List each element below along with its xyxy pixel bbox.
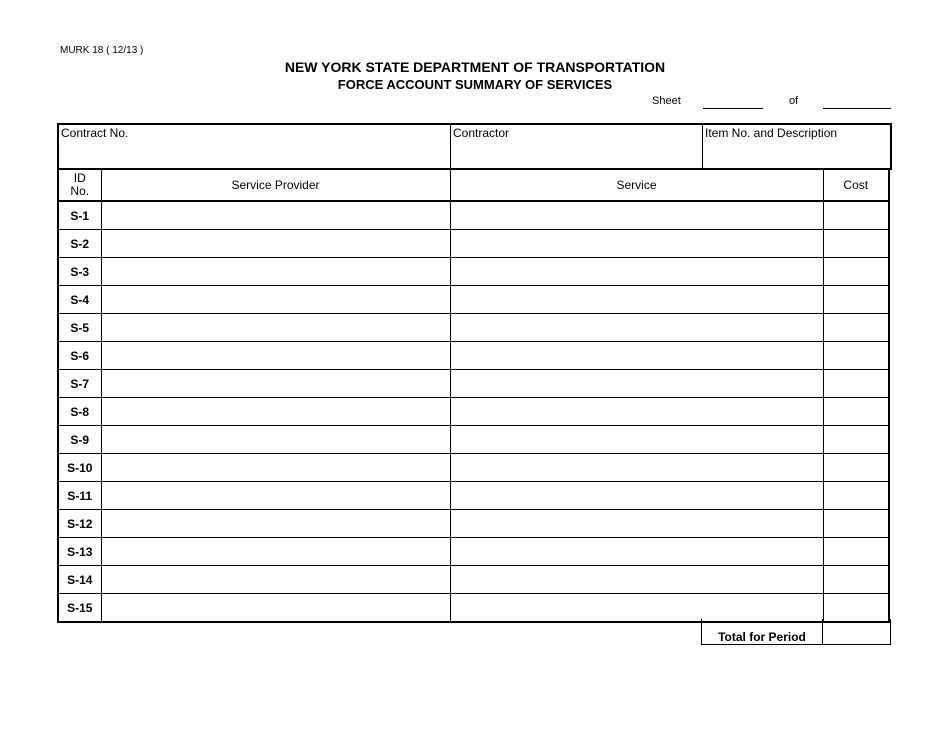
table-row <box>58 482 889 510</box>
service-cell[interactable] <box>450 370 823 398</box>
row-id: S-6 <box>58 342 101 370</box>
table-row <box>58 314 889 342</box>
sheet-label: Sheet <box>652 95 681 107</box>
id-column-header <box>58 169 101 201</box>
cost-cell[interactable] <box>823 426 889 454</box>
service-cell[interactable] <box>450 510 823 538</box>
service-provider-column-header: Service Provider <box>101 169 450 201</box>
cost-cell[interactable] <box>823 258 889 286</box>
cost-cell[interactable] <box>823 398 889 426</box>
service-cell[interactable] <box>450 454 823 482</box>
table-row <box>58 398 889 426</box>
id-header-line1: ID <box>73 171 86 185</box>
service-column-header: Service <box>450 169 823 201</box>
table-row <box>58 342 889 370</box>
service-provider-cell[interactable] <box>101 454 450 482</box>
item-description-field[interactable] <box>703 125 890 170</box>
row-id: S-7 <box>58 370 101 398</box>
sheet-total-field[interactable] <box>823 108 891 109</box>
service-cell[interactable] <box>450 201 823 230</box>
service-cell[interactable] <box>450 594 823 623</box>
row-id: S-10 <box>58 454 101 482</box>
page-title: NEW YORK STATE DEPARTMENT OF TRANSPORTATION <box>284 59 666 75</box>
service-provider-cell[interactable] <box>101 594 450 623</box>
service-provider-cell[interactable] <box>101 398 450 426</box>
cost-cell[interactable] <box>823 510 889 538</box>
services-table <box>57 168 890 623</box>
total-for-period-label: Total for Period <box>701 619 823 645</box>
cost-cell[interactable] <box>823 538 889 566</box>
service-cell[interactable] <box>450 482 823 510</box>
contract-number-field[interactable] <box>59 125 451 170</box>
service-provider-cell[interactable] <box>101 258 450 286</box>
service-provider-cell[interactable] <box>101 201 450 230</box>
table-row <box>58 230 889 258</box>
contract-number-label: Contract No. <box>61 126 129 140</box>
service-provider-cell[interactable] <box>101 426 450 454</box>
row-id: S-2 <box>58 230 101 258</box>
row-id: S-1 <box>58 201 101 230</box>
service-cell[interactable] <box>450 538 823 566</box>
header-box <box>57 123 892 170</box>
row-id: S-13 <box>58 538 101 566</box>
cost-cell[interactable] <box>823 594 889 623</box>
table-header-row <box>58 169 889 201</box>
table-row <box>58 566 889 594</box>
cost-cell[interactable] <box>823 482 889 510</box>
service-cell[interactable] <box>450 314 823 342</box>
service-provider-cell[interactable] <box>101 538 450 566</box>
form-code: MURK 18 ( 12/13 ) <box>60 45 144 56</box>
service-provider-cell[interactable] <box>101 342 450 370</box>
page-subtitle: FORCE ACCOUNT SUMMARY OF SERVICES <box>337 77 613 92</box>
contractor-field[interactable] <box>451 125 703 170</box>
cost-column-header: Cost <box>823 169 889 201</box>
total-for-period-field[interactable] <box>823 619 891 645</box>
cost-cell[interactable] <box>823 370 889 398</box>
sheet-number-field[interactable] <box>703 108 763 109</box>
row-id: S-5 <box>58 314 101 342</box>
table-row <box>58 370 889 398</box>
contractor-label: Contractor <box>453 126 510 140</box>
service-cell[interactable] <box>450 398 823 426</box>
service-cell[interactable] <box>450 342 823 370</box>
table-row <box>58 426 889 454</box>
row-id: S-3 <box>58 258 101 286</box>
service-provider-cell[interactable] <box>101 286 450 314</box>
service-provider-cell[interactable] <box>101 370 450 398</box>
service-provider-cell[interactable] <box>101 510 450 538</box>
service-provider-cell[interactable] <box>101 314 450 342</box>
service-provider-cell[interactable] <box>101 482 450 510</box>
row-id: S-12 <box>58 510 101 538</box>
service-cell[interactable] <box>450 258 823 286</box>
cost-cell[interactable] <box>823 454 889 482</box>
row-id: S-15 <box>58 594 101 623</box>
cost-cell[interactable] <box>823 342 889 370</box>
row-id: S-4 <box>58 286 101 314</box>
table-row <box>58 454 889 482</box>
row-id: S-9 <box>58 426 101 454</box>
service-cell[interactable] <box>450 230 823 258</box>
cost-cell[interactable] <box>823 286 889 314</box>
table-row <box>58 594 889 623</box>
cost-cell[interactable] <box>823 230 889 258</box>
service-provider-cell[interactable] <box>101 566 450 594</box>
table-row <box>58 538 889 566</box>
of-label: of <box>789 95 799 107</box>
cost-cell[interactable] <box>823 566 889 594</box>
table-row <box>58 510 889 538</box>
service-cell[interactable] <box>450 286 823 314</box>
service-provider-cell[interactable] <box>101 230 450 258</box>
row-id: S-8 <box>58 398 101 426</box>
id-header-line2: No. <box>70 184 90 198</box>
cost-cell[interactable] <box>823 201 889 230</box>
row-id: S-14 <box>58 566 101 594</box>
table-row <box>58 258 889 286</box>
table-row <box>58 286 889 314</box>
cost-cell[interactable] <box>823 314 889 342</box>
service-cell[interactable] <box>450 426 823 454</box>
table-row <box>58 201 889 230</box>
item-description-label: Item No. and Description <box>705 126 838 140</box>
row-id: S-11 <box>58 482 101 510</box>
service-cell[interactable] <box>450 566 823 594</box>
